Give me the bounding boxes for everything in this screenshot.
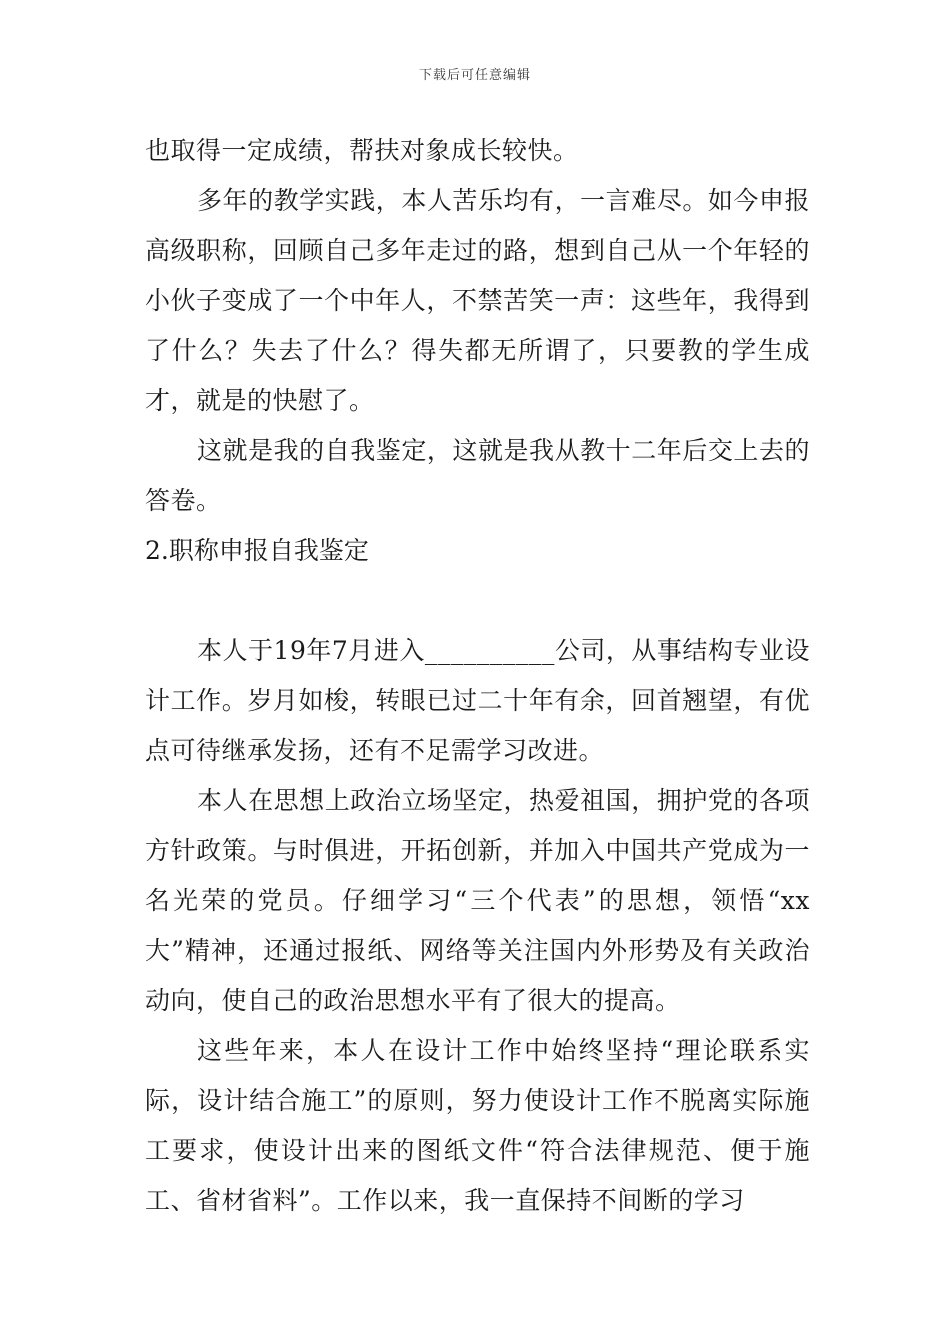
paragraph-political-stance: 本人在思想上政治立场坚定，热爱祖国，拥护党的各项方针政策。与时俱进，开拓创新，并加入中国共产党成为一名光荣的党员。仔细学习“三个代表”的思想，领悟“xx大”精神，还通过报纸、网络等关注国内外形势及有关政治动向，使自己的政治思想水平有了很大的提高。 <box>145 786 810 1015</box>
section-heading: 2.职称申报自我鉴定 <box>145 536 369 565</box>
paragraph-career-intro: 本人于19年7月进入__________公司，从事结构专业设计工作。岁月如梭，转眼已过二十年有余，回首翘望，有优点可待继承发扬，还有不足需学习改进。 <box>145 636 810 765</box>
paragraph-self-assessment-conclusion: 这就是我的自我鉴定，这就是我从教十二年后交上去的答卷。 <box>145 436 810 515</box>
section-spacer <box>145 576 810 626</box>
paragraph-design-work: 这些年来，本人在设计工作中始终坚持“理论联系实际，设计结合施工”的原则，努力使设计工作不脱离实际施工要求，使设计出来的图纸文件“符合法律规范、便于施工、省材省料”。工作以来，我一直保持不间断的学习 <box>145 1036 810 1215</box>
paragraph-continuation: 也取得一定成绩，帮扶对象成长较快。 <box>145 136 579 165</box>
paragraph-teaching-practice: 多年的教学实践，本人苦乐均有，一言难尽。如今申报高级职称，回顾自己多年走过的路，想到自己从一个年轻的小伙子变成了一个中年人，不禁苦笑一声：这些年，我得到了什么？失去了什么？得失都无所谓了，只要教的学生成才，就是的快慰了。 <box>145 186 810 415</box>
page-header-note: 下载后可任意编辑 <box>418 68 531 83</box>
document-body <box>145 126 810 1226</box>
